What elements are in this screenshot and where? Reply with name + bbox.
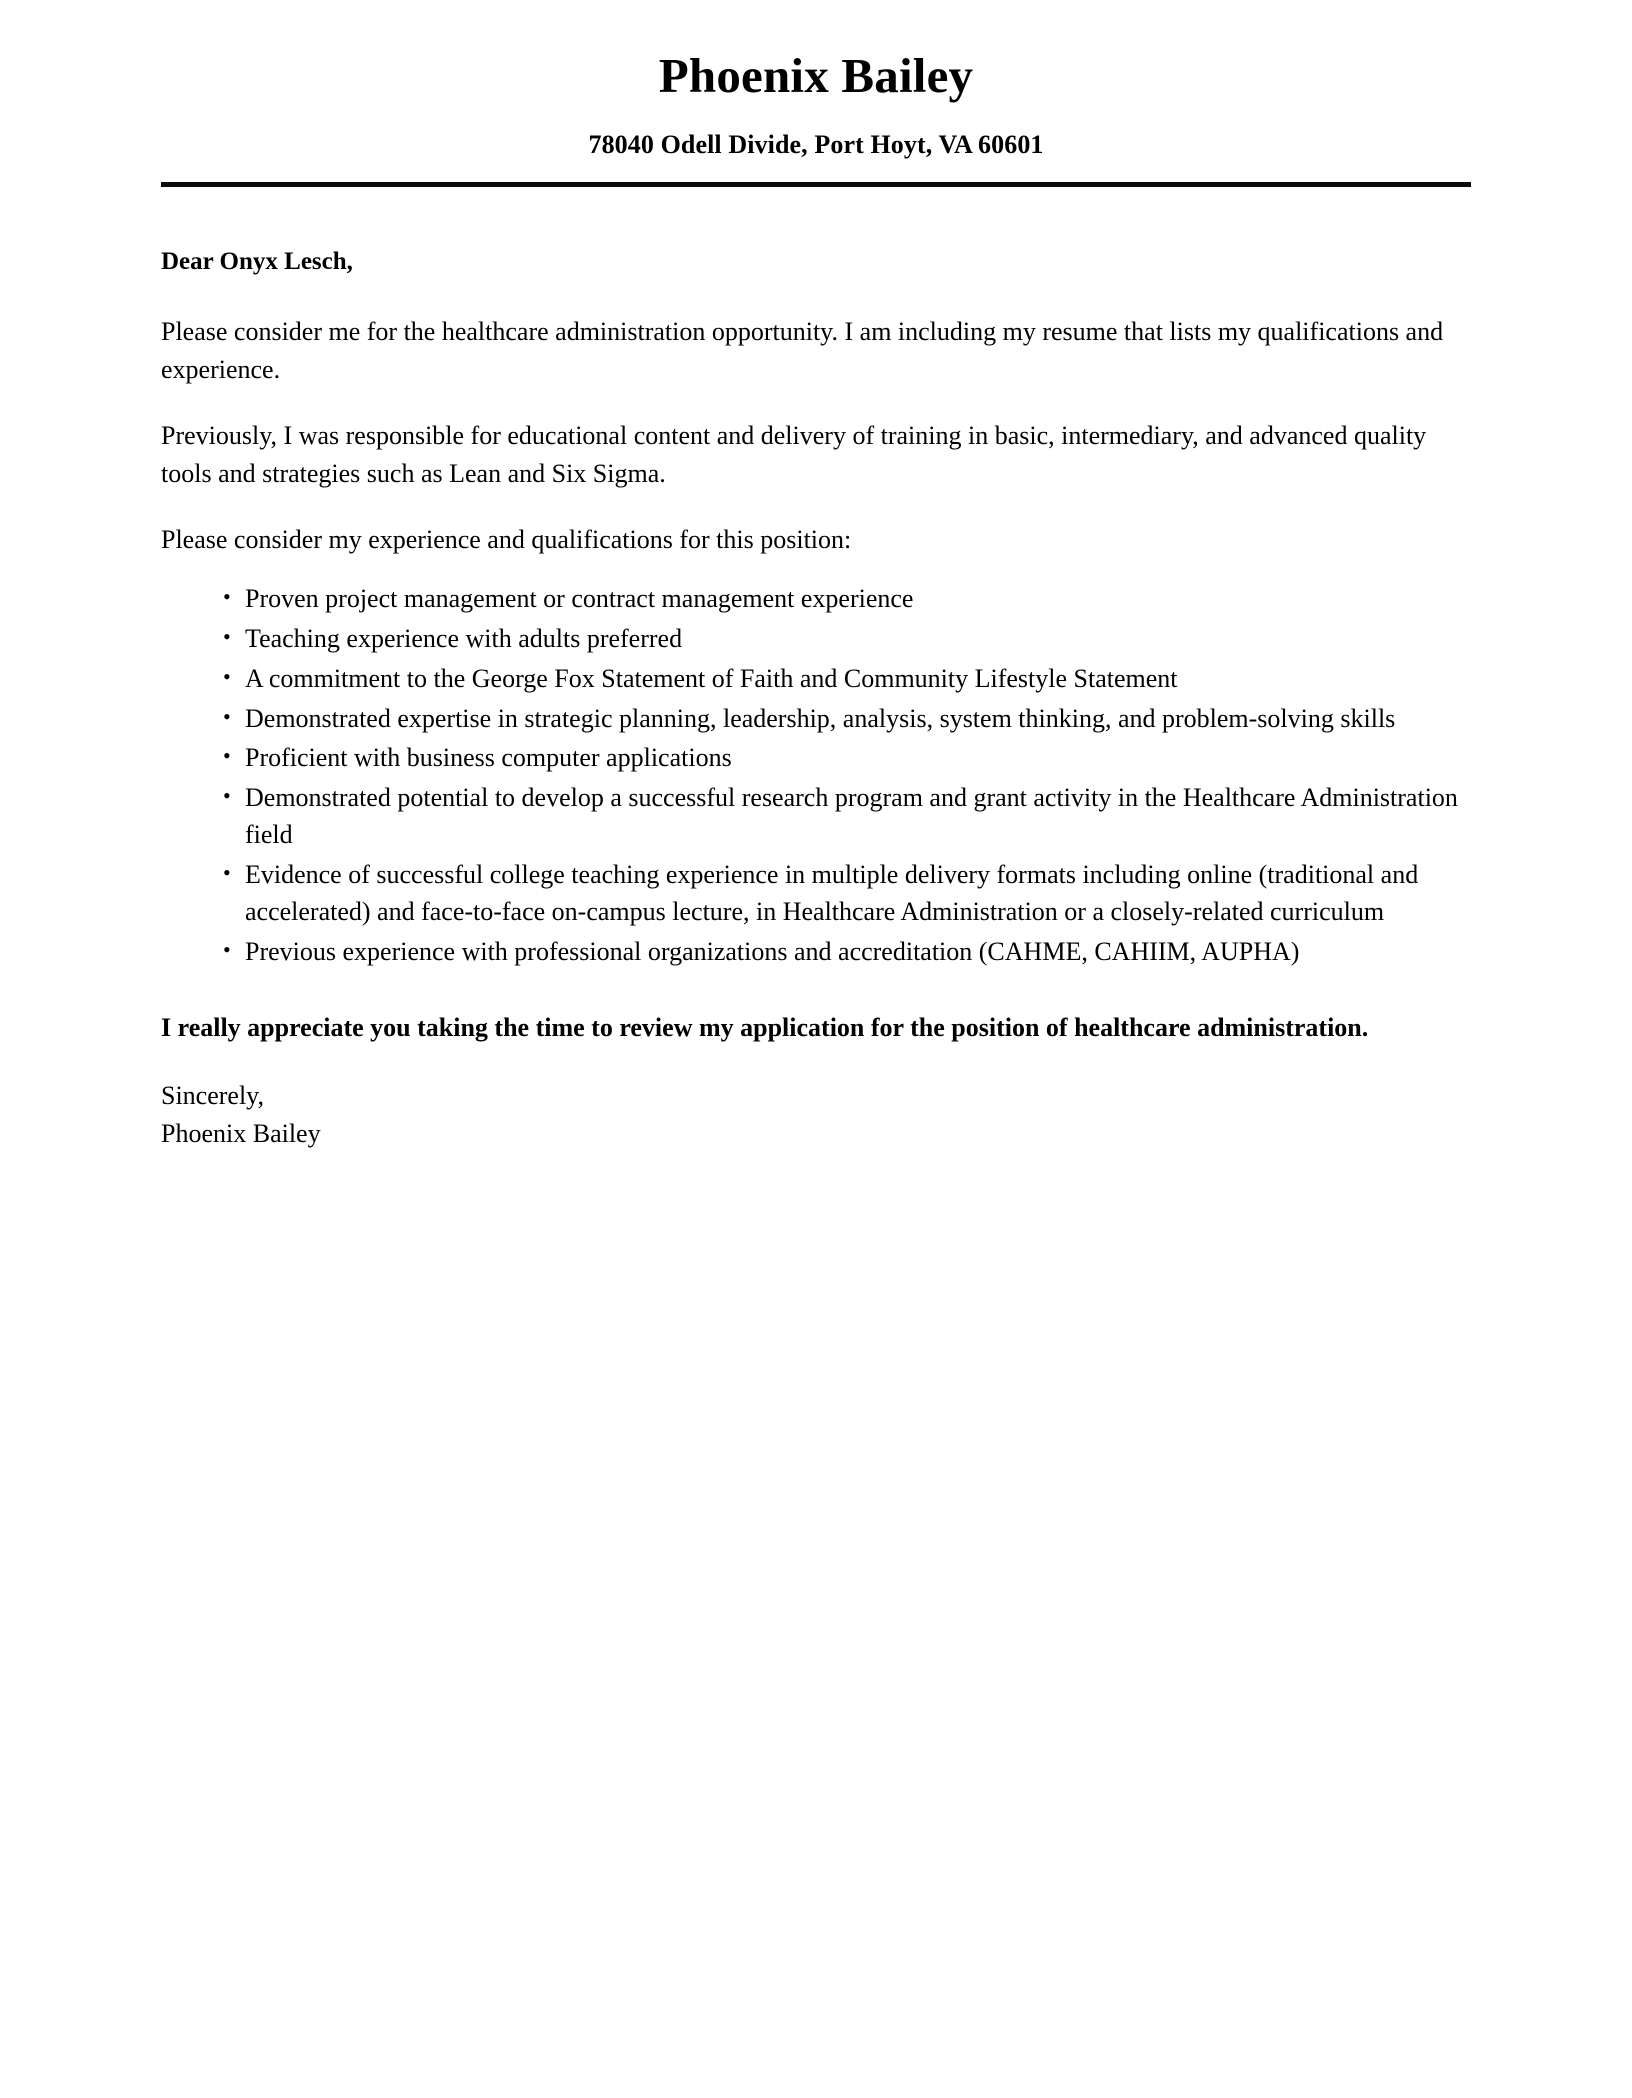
qualifications-intro: Please consider my experience and qualifications for this position: (161, 524, 852, 554)
letter-body (161, 187, 1471, 1152)
list-item: • Proven project management or contract management experience (223, 581, 1471, 618)
list-item: • Demonstrated expertise in strategic planning, leadership, analysis, system thinking, and problem-solving skills (223, 701, 1471, 738)
body-paragraph-1: Please consider me for the healthcare administration opportunity. I am including my resume that lists my qualifications and experience. (161, 317, 1444, 385)
list-item: • A commitment to the George Fox Statement of Faith and Community Lifestyle Statement (223, 661, 1471, 698)
applicant-address: 78040 Odell Divide, Port Hoyt, VA 60601 (588, 130, 1044, 160)
qualifications-list (161, 581, 1471, 971)
page-title: Phoenix Bailey (658, 48, 974, 103)
salutation: Dear Onyx Lesch, (161, 248, 353, 276)
letter-header (0, 0, 1632, 187)
signoff: Sincerely, (161, 1080, 264, 1110)
signoff-name: Phoenix Bailey (161, 1118, 321, 1148)
list-item: • Teaching experience with adults preferred (223, 621, 1471, 658)
closing-statement: I really appreciate you taking the time to review my application for the position of healthcare administration. (161, 1012, 1369, 1042)
body-paragraph-2: Previously, I was responsible for educational content and delivery of training in basic, intermediary, and advanced quality tools and strategies such as Lean and Six Sigma. (161, 421, 1427, 488)
list-item: • Demonstrated potential to develop a successful research program and grant activity in the Healthcare Administration field (223, 780, 1471, 854)
list-item: • Proficient with business computer applications (223, 740, 1471, 777)
list-item: • Previous experience with professional organizations and accreditation (CAHME, CAHIIM, AUPHA) (223, 934, 1471, 971)
list-item: • Evidence of successful college teaching experience in multiple delivery formats including online (traditional and accelerated) and face-to-face on-campus lecture, in Healthcare Administration or a closely-related curriculum (223, 857, 1471, 931)
